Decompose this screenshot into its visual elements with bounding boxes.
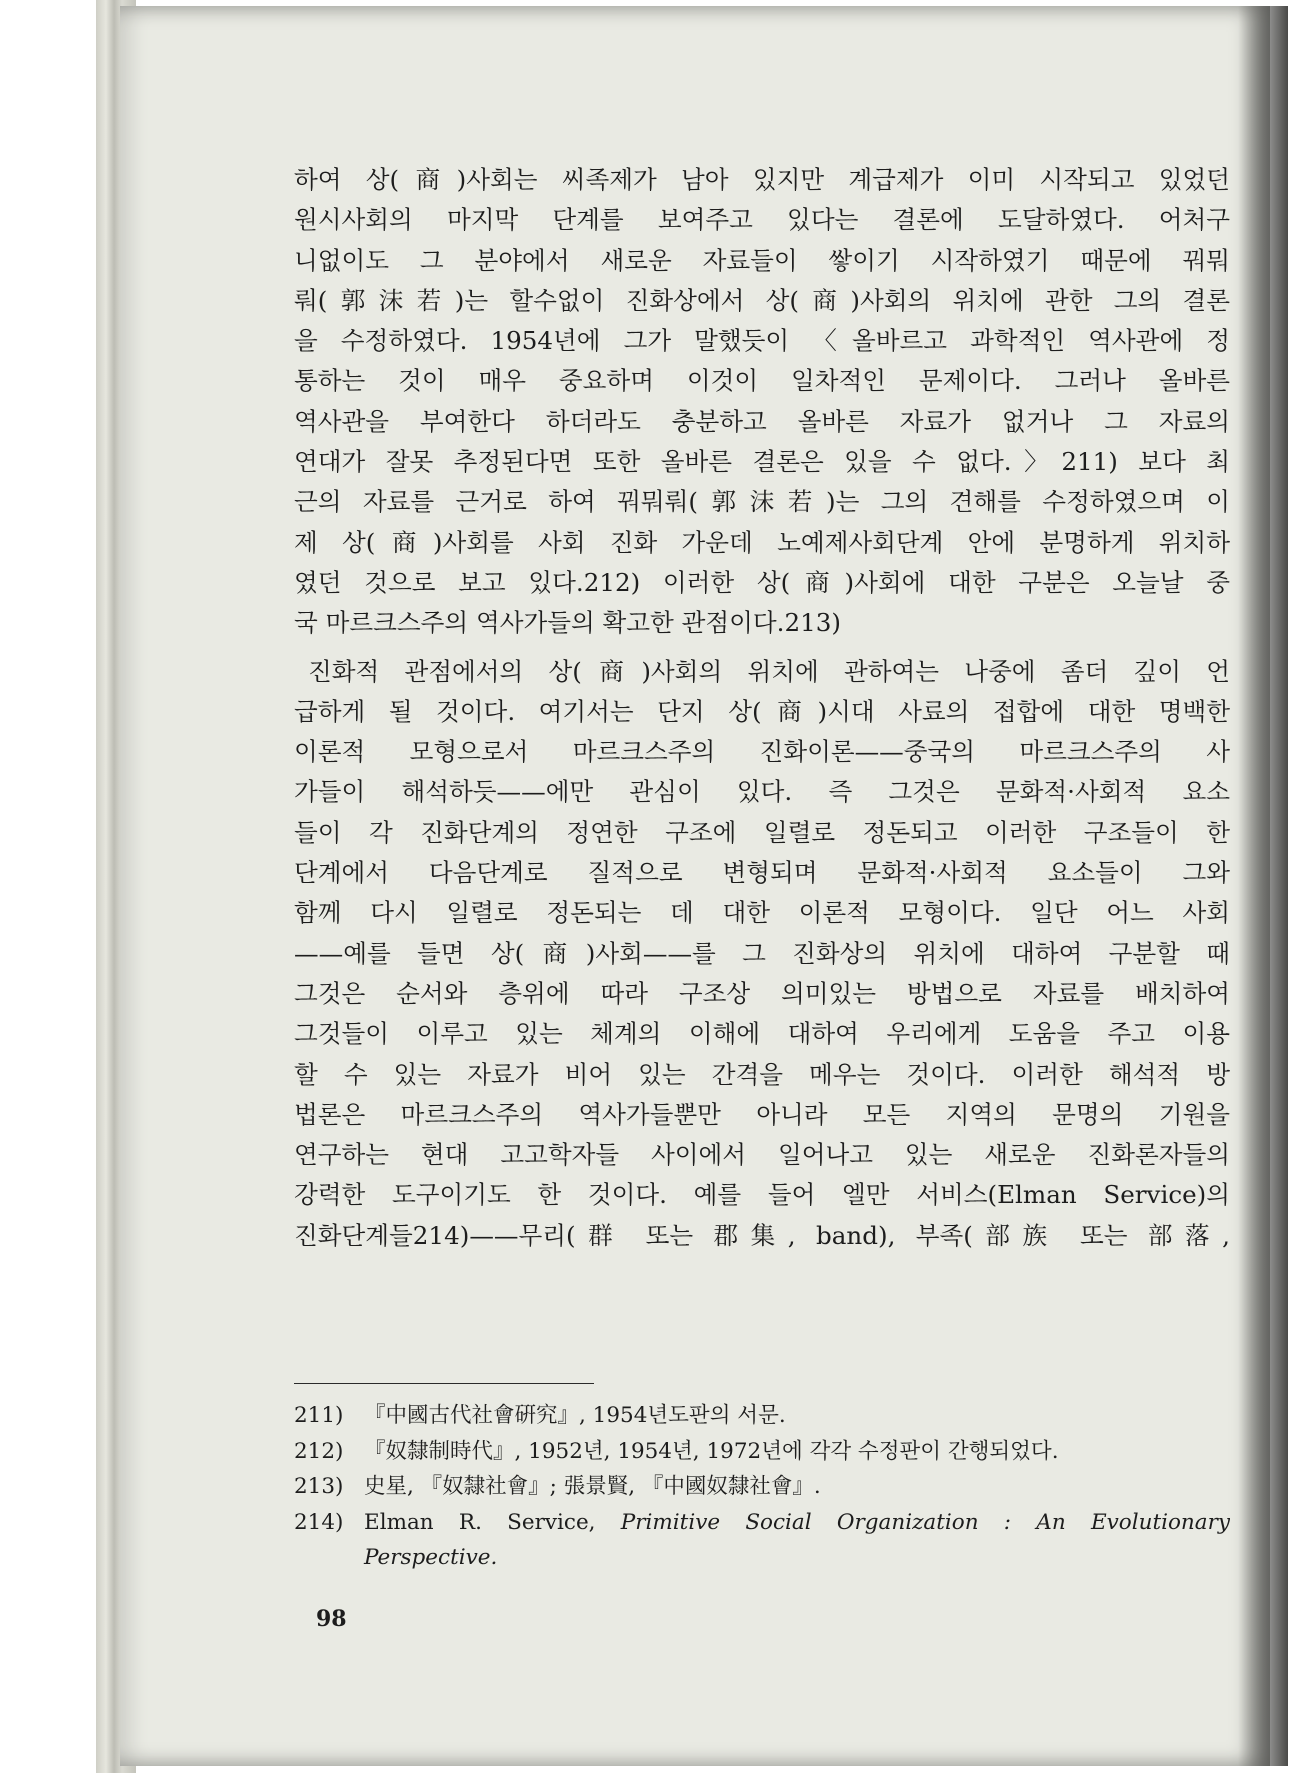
footnote-number: 211) xyxy=(294,1403,344,1428)
footnote-text xyxy=(364,1505,1230,1541)
text-line: 연대가 잘못 추정된다면 또한 올바른 결론은 있을 수 없다.〉211) 보다 최 xyxy=(294,447,1230,477)
text-line: 통하는 것이 매우 중요하며 이것이 일차적인 문제이다. 그러나 올바른 xyxy=(294,366,1230,396)
text-line: 제 상(商)사회를 사회 진화 가운데 노예제사회단계 안에 분명하게 위치하 xyxy=(294,527,1230,557)
paragraph-2 xyxy=(294,652,1230,1256)
text-line: 급하게 될 것이다. 여기서는 단지 상(商)시대 사료의 접합에 대한 명백한 xyxy=(294,696,1230,726)
text-line: 진화단계들214)——무리(群 또는 郡集, band), 부족(部族 또는 部落, xyxy=(294,1220,1230,1250)
text-line: 들이 각 진화단계의 정연한 구조에 일렬로 정돈되고 이러한 구조들이 한 xyxy=(294,817,1230,847)
body-text xyxy=(294,160,1230,1256)
text-line: 이론적 모형으로서 마르크스주의 진화이론——중국의 마르크스주의 사 xyxy=(294,737,1230,767)
text-line: 단계에서 다음단계로 질적으로 변형되며 문화적·사회적 요소들이 그와 xyxy=(294,858,1230,888)
text-line: 그것들이 이루고 있는 체계의 이해에 대하여 우리에게 도움을 주고 이용 xyxy=(294,1019,1230,1049)
text-line: 니없이도 그 분야에서 새로운 자료들이 쌓이기 시작하였기 때문에 꿔뭐 xyxy=(294,245,1230,275)
text-line: 진화적 관점에서의 상(商)사회의 위치에 관하여는 나중에 좀더 깊이 언 xyxy=(308,656,1230,686)
footnote-number: 214) xyxy=(294,1509,344,1535)
text-line: 원시사회의 마지막 단계를 보여주고 있다는 결론에 도달하였다. 어처구 xyxy=(294,205,1230,235)
paragraph-gap xyxy=(294,644,1230,652)
paragraph-1 xyxy=(294,160,1230,644)
text-line: 가들이 해석하듯——에만 관심이 있다. 즉 그것은 문화적·사회적 요소 xyxy=(294,777,1230,807)
text-line: 할 수 있는 자료가 비어 있는 간격을 메우는 것이다. 이러한 해석적 방 xyxy=(294,1059,1230,1089)
text-line: 함께 다시 일렬로 정돈되는 데 대한 이론적 모형이다. 일단 어느 사회 xyxy=(294,898,1230,928)
footnote-213 xyxy=(294,1469,1230,1505)
footnote-text: 『奴隸制時代』, 1952년, 1954년, 1972년에 각각 수정판이 간행되었다. xyxy=(364,1438,1059,1464)
text-line: 국 마르크스주의 역사가들의 확고한 관점이다.213) xyxy=(294,608,842,638)
text-line: 였던 것으로 보고 있다.212) 이러한 상(商)사회에 대한 구분은 오늘날 중 xyxy=(294,567,1230,597)
text-line: 뤄(郭沫若)는 할수없이 진화상에서 상(商)사회의 위치에 관한 그의 결론 xyxy=(294,285,1230,315)
text-line: 강력한 도구이기도 한 것이다. 예를 들어 엘만 서비스(Elman Service)의 xyxy=(294,1180,1230,1210)
text-line: 법론은 마르크스주의 역사가들뿐만 아니라 모든 지역의 문명의 기원을 xyxy=(294,1099,1230,1129)
text-line: 연구하는 현대 고고학자들 사이에서 일어나고 있는 새로운 진화론자들의 xyxy=(294,1140,1230,1170)
footnote-text: 『中國古代社會硏究』, 1954년도판의 서문. xyxy=(364,1403,786,1428)
footnote-212 xyxy=(294,1434,1230,1470)
gutter-shadow xyxy=(1238,6,1288,1766)
footnote-rule xyxy=(294,1383,594,1384)
footnote-text: 史星, 『奴隸社會』; 張景賢, 『中國奴隸社會』. xyxy=(364,1474,821,1499)
footnote-214 xyxy=(294,1505,1230,1541)
text-line: ——예를 들면 상(商)사회——를 그 진화상의 위치에 대하여 구분할 때 xyxy=(294,938,1230,968)
footnote-book-title: Primitive Social Organization : An Evolutionary xyxy=(620,1509,1230,1535)
page-number: 98 xyxy=(316,1606,347,1632)
footnotes xyxy=(294,1398,1230,1576)
text-line: 을 수정하였다. 1954년에 그가 말했듯이 〈올바르고 과학적인 역사관에 정 xyxy=(294,326,1230,356)
footnote-author: Elman R. Service, xyxy=(364,1509,596,1535)
text-line: 하여 상(商)사회는 씨족제가 남아 있지만 계급제가 이미 시작되고 있었던 xyxy=(294,165,1230,194)
footnote-211 xyxy=(294,1398,1230,1434)
footnote-214-continued xyxy=(294,1540,1230,1576)
footnote-number: 212) xyxy=(294,1438,344,1464)
footnote-book-title-continued: Perspective. xyxy=(364,1545,498,1570)
text-line: 역사관을 부여한다 하더라도 충분하고 올바른 자료가 없거나 그 자료의 xyxy=(294,406,1230,436)
text-line: 그것은 순서와 층위에 따라 구조상 의미있는 방법으로 자료를 배치하여 xyxy=(294,978,1230,1008)
footnote-number: 213) xyxy=(294,1474,344,1499)
text-line: 근의 자료를 근거로 하여 꿔뭐뤄(郭沫若)는 그의 견해를 수정하였으며 이 xyxy=(294,487,1230,517)
